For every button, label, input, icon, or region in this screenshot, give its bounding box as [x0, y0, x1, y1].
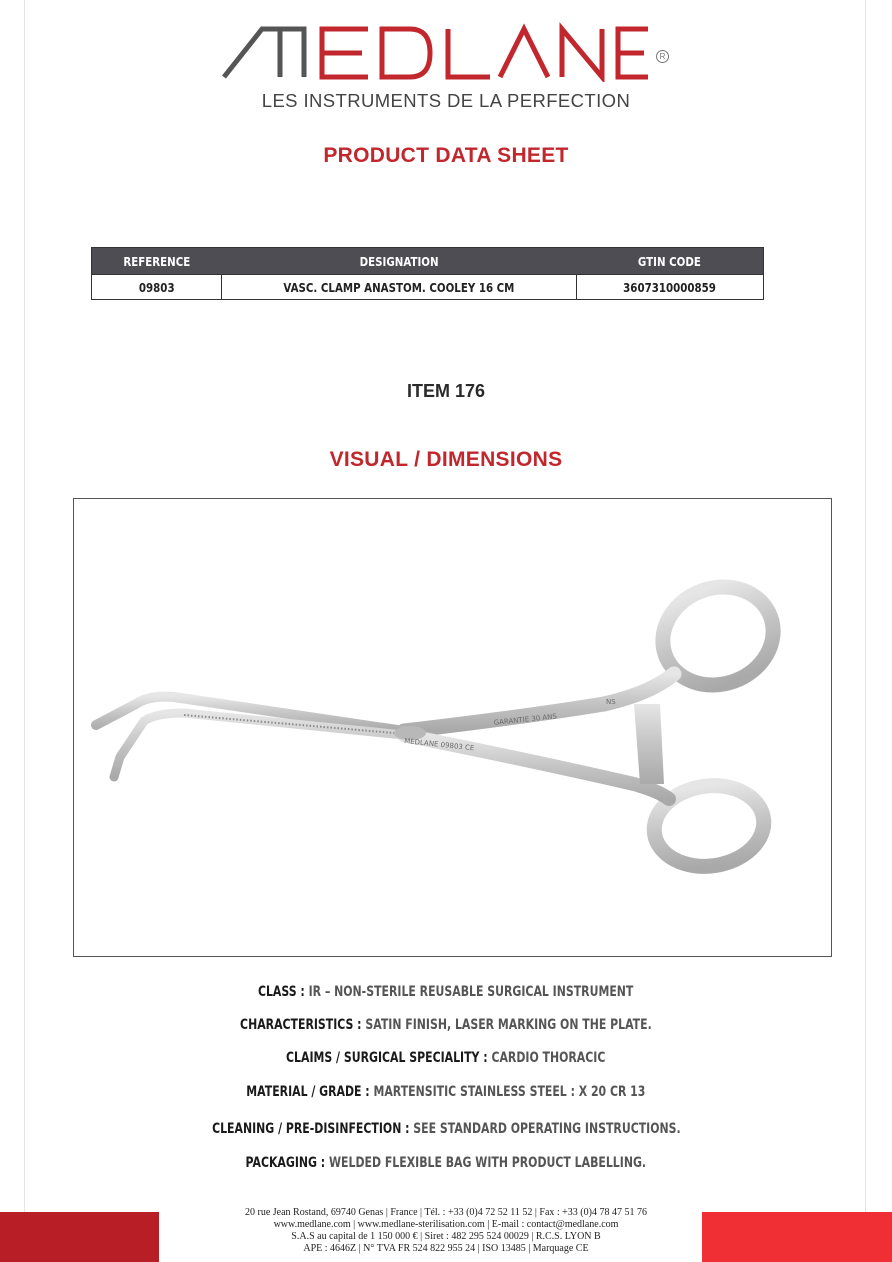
- footer-company: S.A.S au capital de 1 150 000 € | Siret : 482 295 524 00029 | R.C.S. LYON B: [291, 1231, 601, 1242]
- header-gtin: GTIN CODE: [576, 248, 763, 275]
- footer-registration: APE : 4646Z | N° TVA FR 524 822 955 24 | ISO 13485 | Marquage CE: [303, 1243, 589, 1254]
- marking-steel: NS: [606, 698, 616, 706]
- medlane-logo-wordmark: [222, 22, 662, 82]
- sheet-title: PRODUCT DATA SHEET: [323, 144, 569, 167]
- brand-tagline: LES INSTRUMENTS DE LA PERFECTION: [261, 90, 631, 111]
- spec-characteristics: CHARACTERISTICS : SATIN FINISH, LASER MARKING ON THE PLATE.: [240, 1017, 652, 1033]
- vascular-clamp-image: [74, 499, 831, 956]
- spec-cleaning: CLEANING / PRE-DISINFECTION : SEE STANDARD OPERATING INSTRUCTIONS.: [211, 1121, 681, 1137]
- logo: [0, 22, 892, 122]
- visual-title: VISUAL / DIMENSIONS: [329, 448, 563, 471]
- product-visual: [73, 498, 832, 957]
- cell-designation: VASC. CLAMP ANASTOM. COOLEY 16 CM: [222, 275, 577, 300]
- ratchet-block: [634, 704, 664, 784]
- footer-web: www.medlane.com | www.medlane-sterilisation.com | E-mail : contact@medlane.com: [273, 1219, 619, 1230]
- cell-gtin: 3607310000859: [576, 275, 763, 300]
- spec-material: MATERIAL / GRADE : MARTENSITIC STAINLESS STEEL : X 20 CR 13: [246, 1084, 646, 1100]
- table-row: [92, 275, 764, 300]
- spec-claims: CLAIMS / SURGICAL SPECIALITY : CARDIO THORACIC: [286, 1050, 606, 1066]
- reference-table: [91, 247, 764, 300]
- spec-class: CLASS : IR – NON-STERILE REUSABLE SURGICAL INSTRUMENT: [258, 984, 634, 1000]
- spec-packaging: PACKAGING : WELDED FLEXIBLE BAG WITH PRODUCT LABELLING.: [245, 1155, 647, 1171]
- marking-warranty: GARANTIE 30 ANS: [493, 712, 558, 727]
- marking-brand: MEDLANE 09803 CE: [403, 737, 475, 753]
- header-reference: REFERENCE: [92, 248, 222, 275]
- footer-address: 20 rue Jean Rostand, 69740 Genas | France | Tél. : +33 (0)4 72 52 11 52 | Fax : +33 (0)4 78 47 51 76: [245, 1207, 647, 1218]
- footer: [0, 1207, 892, 1255]
- cell-reference: 09803: [92, 275, 222, 300]
- upper-shank: [404, 674, 674, 731]
- item-label: ITEM 176: [406, 381, 486, 401]
- header-designation: DESIGNATION: [222, 248, 577, 275]
- registered-mark: R: [656, 50, 669, 63]
